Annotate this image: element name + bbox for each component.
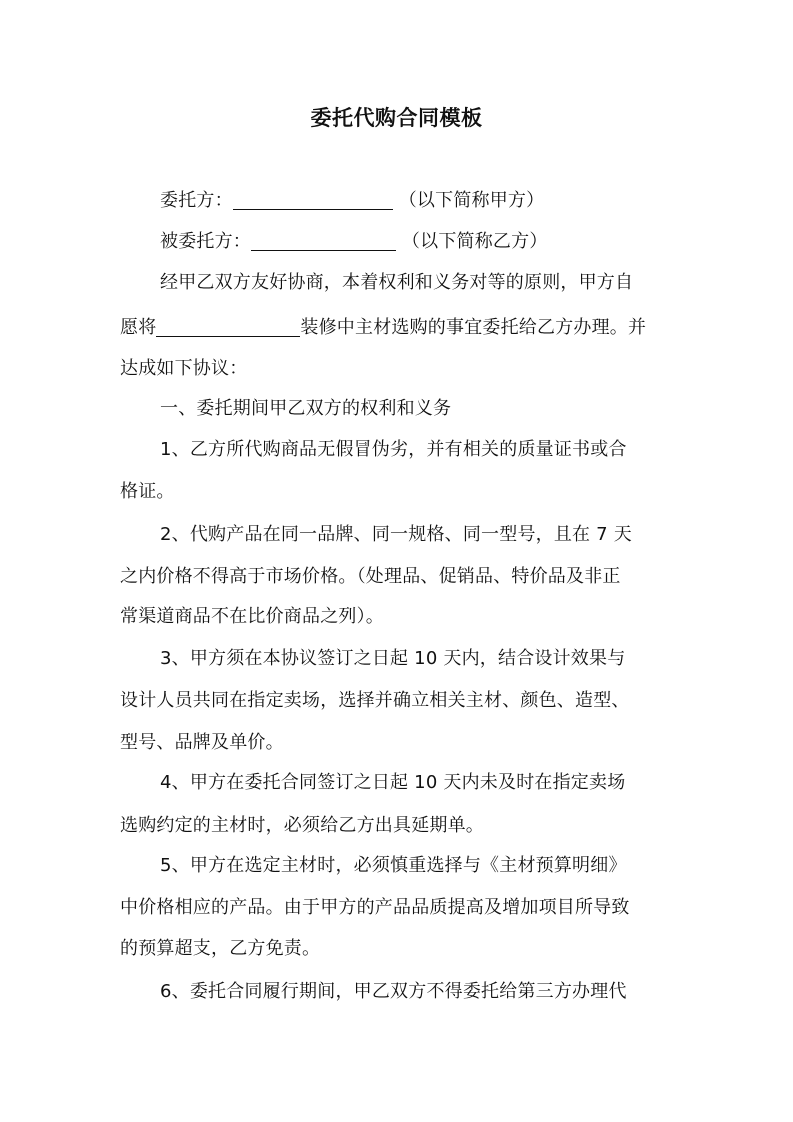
party-a-suffix: （以下简称甲方） <box>398 190 545 211</box>
section-1-heading: 一、委托期间甲乙双方的权利和义务 <box>160 398 452 419</box>
party-a-line <box>160 188 676 214</box>
clause-5-line-3: 的预算超支，乙方免责。 <box>120 938 321 959</box>
clause-3-line-3: 型号、品牌及单价。 <box>120 732 284 753</box>
party-a-blank[interactable] <box>233 189 393 210</box>
clause-1-line-2: 格证。 <box>120 481 175 502</box>
clause-4-line-1: 4、甲方在委托合同签订之日起 10 天内未及时在指定卖场 <box>160 772 626 793</box>
party-b-blank[interactable] <box>251 230 396 251</box>
decoration-item-blank[interactable] <box>156 316 300 337</box>
clause-3-line-1: 3、甲方须在本协议签订之日起 10 天内，结合设计效果与 <box>160 648 626 669</box>
intro-line-1: 经甲乙双方友好协商，本着权利和义务对等的原则，甲方自 <box>160 272 634 293</box>
intro-line-2-prefix: 愿将 <box>120 317 157 338</box>
intro-line-3: 达成如下协议： <box>120 358 248 379</box>
clause-4-line-2: 选购约定的主材时，必须给乙方出具延期单。 <box>120 815 484 836</box>
clause-2-line-3: 常渠道商品不在比价商品之列）。 <box>120 606 384 627</box>
document-title: 委托代购合同模板 <box>310 106 483 130</box>
clause-6-line-1: 6、委托合同履行期间，甲乙双方不得委托给第三方办理代 <box>160 981 627 1002</box>
party-b-line <box>160 229 676 255</box>
clause-2-line-1: 2、代购产品在同一品牌、同一规格、同一型号，且在 7 天 <box>160 524 632 545</box>
clause-1-line-1: 1、乙方所代购商品无假冒伪劣，并有相关的质量证书或合 <box>160 439 627 460</box>
party-b-suffix: （以下简称乙方） <box>401 231 548 252</box>
party-b-label: 被委托方： <box>160 231 251 252</box>
clause-2-line-2: 之内价格不得高于市场价格。（处理品、促销品、特价品及非正 <box>120 566 621 587</box>
intro-line-2-suffix: 装修中主材选购的事宜委托给乙方办理。并 <box>300 317 647 338</box>
clause-3-line-2: 设计人员共同在指定卖场，选择并确立相关主材、颜色、造型、 <box>120 690 630 711</box>
party-a-label: 委托方： <box>160 190 233 211</box>
clause-5-line-2: 中价格相应的产品。由于甲方的产品品质提高及增加项目所导致 <box>120 897 630 918</box>
intro-line-2 <box>120 315 676 341</box>
clause-5-line-1: 5、甲方在选定主材时，必须慎重选择与《主材预算明细》 <box>160 855 627 876</box>
